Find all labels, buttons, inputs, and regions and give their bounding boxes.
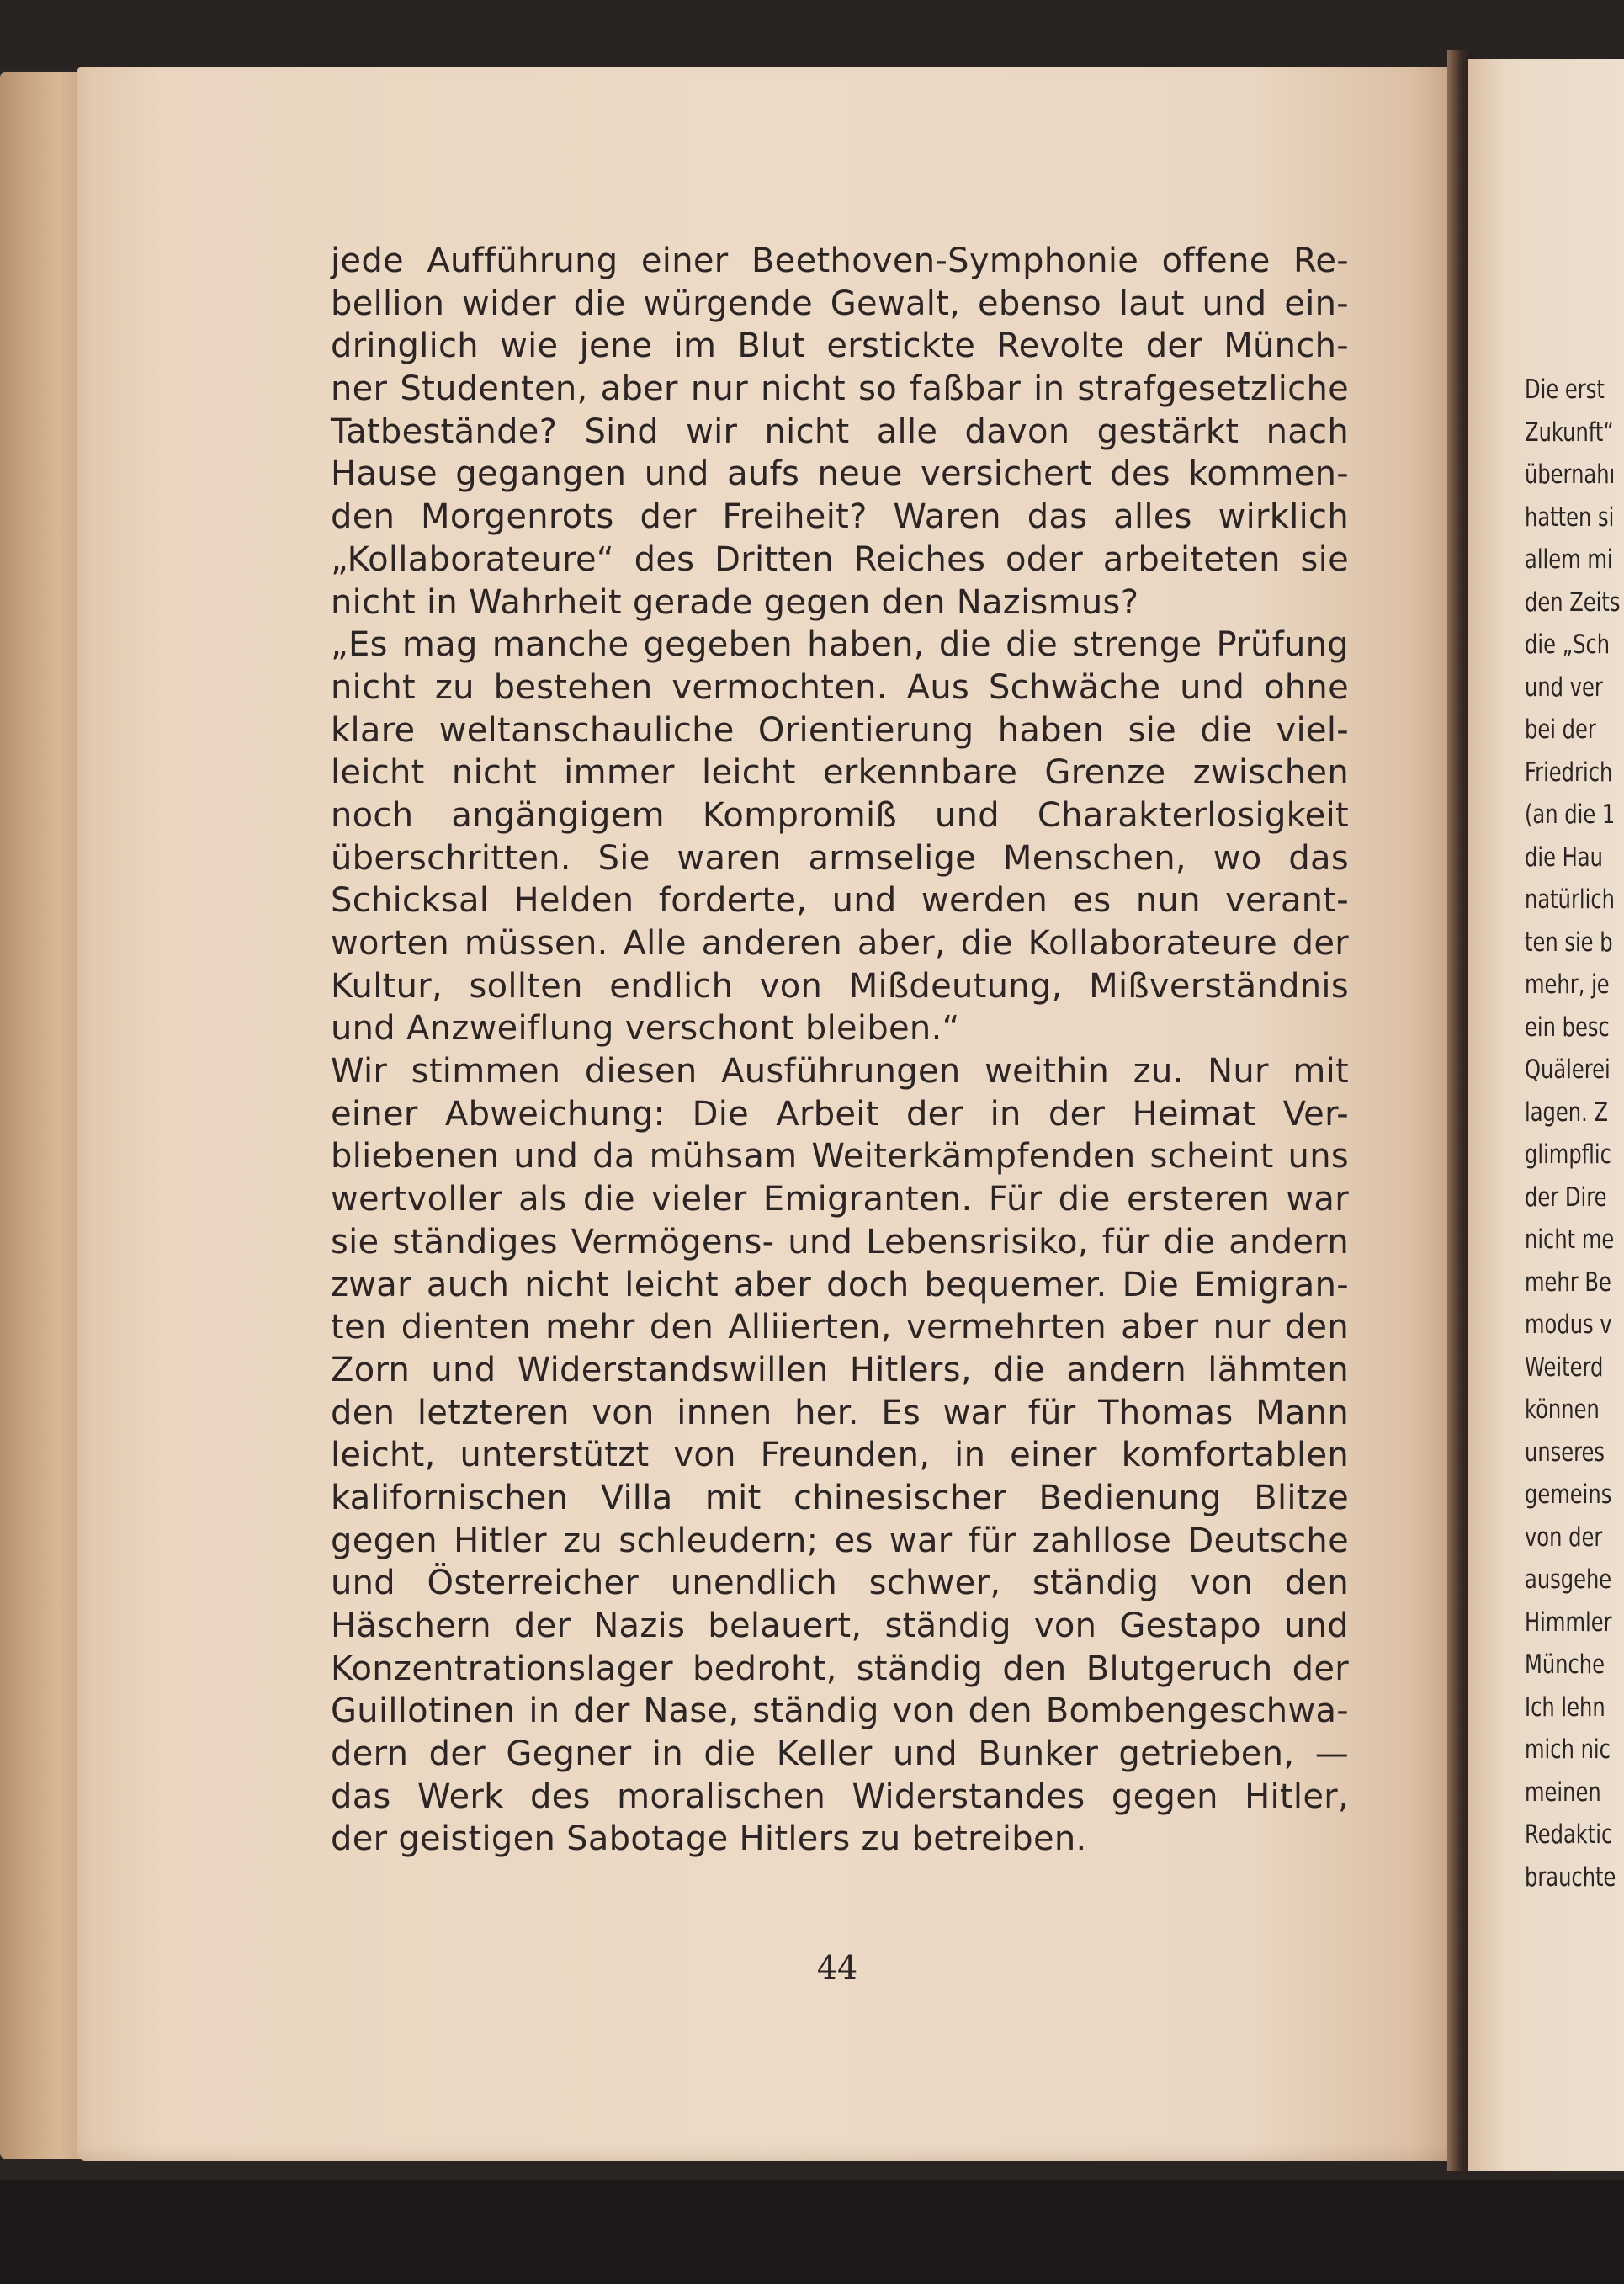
- dark-background-bottom: [0, 2180, 1624, 2284]
- text-line: Zorn und Widerstandswillen Hitlers, die andern lähmten: [331, 1350, 1349, 1389]
- text-line: den letzteren von innen her. Es war für Thomas Mann: [331, 1393, 1349, 1432]
- text-line: das Werk des moralischen Widerstandes gegen Hitler,: [331, 1777, 1349, 1816]
- text-line: einer Abweichung: Die Arbeit der in der Heimat Ver-: [331, 1094, 1349, 1134]
- facing-text-line: mehr Be: [1525, 1267, 1611, 1298]
- page-stack-edge: [0, 72, 84, 2159]
- facing-text-line: modus v: [1525, 1309, 1612, 1340]
- text-line: bellion wider die würgende Gewalt, ebenso laut und ein-: [331, 284, 1349, 323]
- text-line: Kultur, sollten endlich von Mißdeutung, Mißverständnis: [331, 966, 1349, 1006]
- text-line: zwar auch nicht leicht aber doch bequemer. Die Emigran-: [331, 1265, 1349, 1304]
- facing-text-line: übernahı: [1525, 459, 1616, 490]
- text-line: Hause gegangen und aufs neue versichert des kommen-: [331, 454, 1349, 494]
- main-text-block: [331, 240, 1349, 1861]
- facing-text-line: gemeins: [1525, 1479, 1612, 1510]
- text-line: leicht, unterstützt von Freunden, in einer komfortablen: [331, 1436, 1349, 1475]
- text-line: ten dienten mehr den Alliierten, vermehrten aber nur den: [331, 1308, 1349, 1347]
- text-line: überschritten. Sie waren armselige Menschen, wo das: [331, 838, 1349, 878]
- text-line: der geistigen Sabotage Hitlers zu betreiben.: [331, 1819, 1087, 1859]
- text-line: „Kollaborateure“ des Dritten Reiches oder arbeiteten sie: [331, 539, 1349, 579]
- text-line: Wir stimmen diesen Ausführungen weithin zu. Nur mit: [331, 1052, 1349, 1092]
- facing-text-line: die Hau: [1525, 842, 1603, 873]
- text-line: Tatbestände? Sind wir nicht alle davon gestärkt nach: [331, 412, 1349, 451]
- facing-text-line: lagen. Z: [1525, 1097, 1609, 1128]
- text-line: Häschern der Nazis belauert, ständig von Gestapo und: [331, 1607, 1349, 1645]
- facing-text-line: ein besc: [1525, 1012, 1610, 1043]
- page-number: 44: [816, 1949, 858, 1986]
- dark-background-top: [0, 0, 1624, 67]
- facing-text-line: Redaktic: [1525, 1819, 1613, 1850]
- facing-text-line: ten sie b: [1525, 927, 1613, 958]
- facing-text-line: meinen: [1525, 1777, 1601, 1808]
- text-line: den Morgenrots der Freiheit? Waren das alles wirklich: [331, 497, 1349, 537]
- text-line: Schicksal Helden forderte, und werden es nun verant-: [331, 881, 1349, 921]
- text-line: nicht in Wahrheit gerade gegen den Nazismus?: [331, 582, 1139, 622]
- facing-text-line: Weiterd: [1525, 1352, 1604, 1383]
- facing-text-line: allem mi: [1525, 544, 1613, 575]
- text-line: dern der Gegner in die Keller und Bunker getrieben, —: [331, 1734, 1349, 1774]
- facing-text-line: Himmler: [1525, 1607, 1612, 1638]
- text-line: nicht zu bestehen vermochten. Aus Schwäche und ohne: [331, 667, 1349, 707]
- facing-text-line: glimpflic: [1525, 1139, 1611, 1170]
- facing-text-line: (an die 1: [1525, 799, 1616, 830]
- facing-text-line: können: [1525, 1394, 1600, 1425]
- facing-text-line: nicht me: [1525, 1224, 1615, 1255]
- text-line: bliebenen und da mühsam Weiterkämpfenden scheint uns: [331, 1137, 1349, 1177]
- facing-text-line: Friedrich: [1525, 757, 1613, 788]
- facing-text-line: und ver: [1525, 672, 1603, 703]
- text-line: und Österreicher unendlich schwer, ständig von den: [331, 1564, 1349, 1603]
- facing-text-line: hatten si: [1525, 502, 1615, 533]
- text-line: worten müssen. Alle anderen aber, die Kollaborateure der: [331, 924, 1349, 963]
- facing-text-line: Quälerei: [1525, 1054, 1611, 1085]
- facing-text-line: den Zeits: [1525, 587, 1621, 618]
- facing-text-line: die „Sch: [1525, 629, 1611, 660]
- text-line: dringlich wie jene im Blut erstickte Revolte der Münch-: [331, 327, 1349, 366]
- facing-text-line: unseres: [1525, 1437, 1605, 1468]
- facing-text-line: von der: [1525, 1522, 1603, 1553]
- facing-page-text-fragment: [1525, 369, 1621, 1899]
- text-line: und Anzweiflung verschont bleiben.“: [331, 1009, 960, 1049]
- facing-text-line: Münche: [1525, 1649, 1605, 1680]
- text-line: leicht nicht immer leicht erkennbare Grenze zwischen: [331, 753, 1349, 793]
- facing-text-line: natürlich: [1525, 884, 1615, 915]
- text-line: jede Aufführung einer Beethoven-Symphonie offene Re-: [331, 242, 1349, 280]
- facing-text-line: mehr, je: [1525, 969, 1610, 1000]
- text-line: sie ständiges Vermögens- und Lebensrisiko, für die andern: [331, 1222, 1349, 1262]
- facing-text-line: Die erst: [1525, 374, 1605, 405]
- facing-text-line: brauchte: [1525, 1862, 1616, 1893]
- text-line: ner Studenten, aber nur nicht so faßbar in strafgesetzliche: [331, 369, 1349, 409]
- text-line: noch angängigem Kompromiß und Charakterlosigkeit: [331, 795, 1349, 835]
- text-line: gegen Hitler zu schleudern; es war für zahllose Deutsche: [331, 1521, 1349, 1560]
- facing-text-line: der Dire: [1525, 1182, 1607, 1213]
- facing-text-line: bei der: [1525, 714, 1596, 745]
- text-line: Konzentrationslager bedroht, ständig den Blutgeruch der: [331, 1649, 1349, 1688]
- text-line: Guillotinen in der Nase, ständig von den Bombengeschwa-: [331, 1692, 1349, 1731]
- facing-text-line: Ich lehn: [1525, 1692, 1605, 1723]
- text-line: wertvoller als die vieler Emigranten. Für die ersteren war: [331, 1180, 1349, 1219]
- text-line: „Es mag manche gegeben haben, die die strenge Prüfung: [331, 625, 1349, 665]
- facing-text-line: Zukunft“: [1525, 417, 1614, 448]
- text-line: klare weltanschauliche Orientierung haben sie die viel-: [331, 710, 1349, 750]
- facing-text-line: ausgehe: [1525, 1564, 1612, 1595]
- text-line: kalifornischen Villa mit chinesischer Bedienung Blitze: [331, 1478, 1349, 1517]
- facing-text-line: mich nic: [1525, 1734, 1611, 1765]
